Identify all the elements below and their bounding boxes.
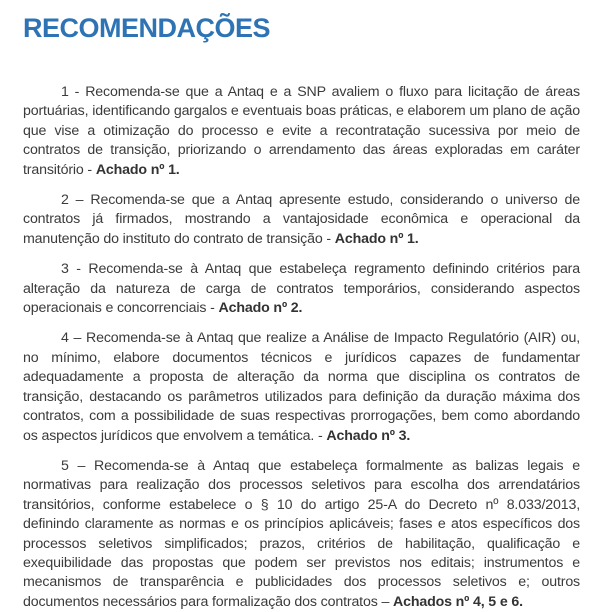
recommendation-paragraph-3 [23,260,580,318]
paragraph-text: 2 – Recomenda-se que a Antaq apresente estudo, considerando o universo de contratos já firmados, mostrando a vantajosidade econômica e operacional da manutenção do instituto do contrato de transição - [23,192,580,247]
recommendation-paragraph-4 [23,329,580,445]
paragraph-text: 5 – Recomenda-se à Antaq que estabeleça formalmente as balizas legais e normativas para realização dos processos seletivos para escolha dos arrendatários transitórios, conforme estabelece o § 10 do artigo 25-A do Decreto nº 8.033/2013, definindo claramente as normas e os princípios aplicáveis; fases e atos específicos dos processos seletivos simplificados; prazos, critérios de habilitação, qualificação e exequibilidade das propostas que podem ser previstos nos editais; instrumentos e mecanismos de transparência e publicidades dos processos seletivos e; outros documentos necessários para formalização dos contratos – [23,457,580,610]
finding-reference: Achado nº 3. [326,427,411,444]
page-title: RECOMENDAÇÕES [23,13,271,43]
recommendation-paragraph-5 [23,457,580,612]
paragraph-text: 1 - Recomenda-se que a Antaq e a SNP avaliem o fluxo para licitação de áreas portuárias, identificando gargalos e eventuais boas práticas, e elaborem um plano de ação que vise a otimização do processo e evite a recontratação sucessiva por meio de contratos de transição, priorizando o arrendamento das áreas exploradas em caráter transitório - [23,84,580,178]
paragraph-text: 4 – Recomenda-se à Antaq que realize a Análise de Impacto Regulatório (AIR) ou, no mínimo, elabore documentos técnicos e jurídicos capazes de fundamentar adequadamente a proposta de alteração da norma que disciplina os contratos de transição, destacando os parâmetros utilizados para definição da duração máxima dos contratos, com a possibilidade de suas respectivas prorrogações, bem como abordando os aspectos jurídicos que envolvem a temática. - [23,330,580,444]
recommendation-paragraph-2 [23,191,580,249]
finding-reference: Achado nº 1. [95,161,180,178]
recommendation-paragraph-1 [23,83,580,180]
paragraph-text: 3 - Recomenda-se à Antaq que estabeleça regramento definindo critérios para alteração da natureza de carga de contratos temporários, considerando aspectos operacionais e concorrenciais - [23,261,580,317]
finding-reference: Achado nº 2. [218,300,303,317]
finding-reference: Achados nº 4, 5 e 6. [392,593,523,610]
finding-reference: Achado nº 1. [334,230,419,247]
